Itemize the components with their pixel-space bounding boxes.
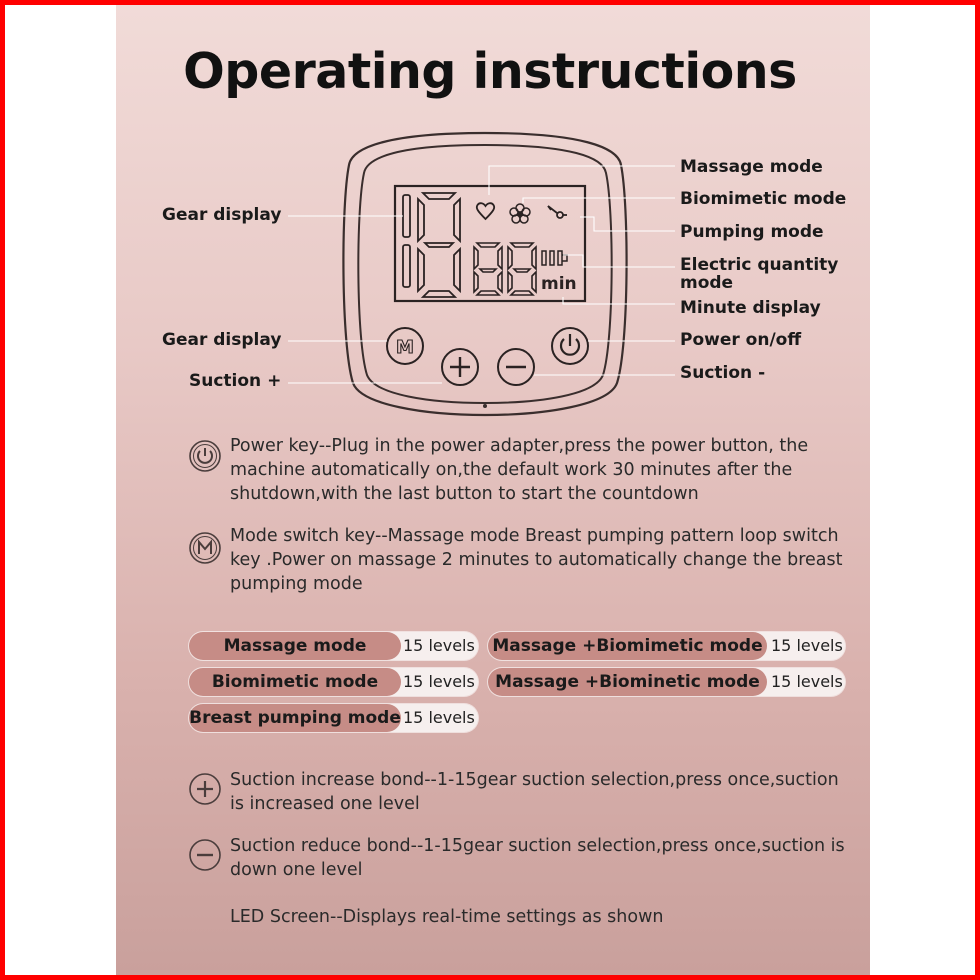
mode-pill-breast-pumping	[189, 704, 478, 732]
mode-name: Breast pumping mode	[189, 704, 401, 732]
instruction-suction-increase: Suction increase bond--1-15gear suction selection,press once,suction is increased one level	[230, 770, 839, 814]
screen-unit: min	[541, 274, 577, 294]
plus-icon	[450, 357, 470, 377]
mode-levels: 15 levels	[403, 636, 475, 655]
instruction-power-key: Power key--Plug in the power adapter,press the power button, the machine automatically on,the default work 30 minutes after the shutdown,with the last button to start the countdown	[230, 436, 809, 504]
label-electric-quantity-mode: Electric quantity mode	[680, 255, 839, 293]
power-icon	[189, 440, 221, 472]
page-title: Operating instructions	[183, 43, 797, 100]
power-icon	[561, 334, 579, 355]
mode-levels: 15 levels	[771, 636, 843, 655]
label-pumping-mode: Pumping mode	[680, 222, 824, 242]
mode-levels: 15 levels	[771, 672, 843, 691]
label-gear-display-bottom: Gear display	[162, 330, 282, 350]
minute-digits	[474, 243, 536, 295]
label-gear-display-top: Gear display	[162, 205, 282, 225]
pump-icon	[548, 206, 567, 218]
mode-pill-biomimetic	[189, 668, 478, 696]
m-icon	[189, 532, 221, 564]
mode-levels: 15 levels	[403, 708, 475, 727]
mode-name: Massage +Biomimetic mode	[488, 632, 767, 660]
label-power-on-off: Power on/off	[680, 330, 802, 350]
mode-pill-massage-biomimetic	[488, 632, 845, 660]
label-massage-mode: Massage mode	[680, 157, 823, 177]
heart-icon	[477, 203, 494, 219]
label-suction-plus: Suction +	[189, 371, 282, 391]
instruction-mode-key: Mode switch key--Massage mode Breast pumping pattern loop switch key .Power on massage 2 minutes to automatically change the breast pumping mode	[230, 526, 843, 594]
mode-pill-massage	[189, 632, 478, 660]
mode-name: Massage mode	[189, 632, 401, 660]
minus-icon	[189, 839, 221, 871]
mode-button-glyph: M	[396, 337, 414, 358]
battery-icon	[542, 251, 567, 265]
instruction-led-screen: LED Screen--Displays real-time settings as shown	[230, 907, 664, 927]
instruction-suction-reduce: Suction reduce bond--1-15gear suction selection,press once,suction is down one level	[230, 836, 845, 880]
mode-pill-massage-biominetic	[488, 668, 845, 696]
flower-icon	[510, 204, 530, 223]
gear-digit	[418, 193, 460, 297]
mode-levels: 15 levels	[403, 672, 475, 691]
label-minute-display: Minute display	[680, 298, 821, 318]
label-suction-minus: Suction -	[680, 363, 766, 383]
mode-name: Biomimetic mode	[189, 668, 401, 696]
plus-icon	[189, 773, 221, 805]
mode-name: Massage +Biominetic mode	[488, 668, 767, 696]
label-biomimetic-mode: Biomimetic mode	[680, 189, 847, 209]
